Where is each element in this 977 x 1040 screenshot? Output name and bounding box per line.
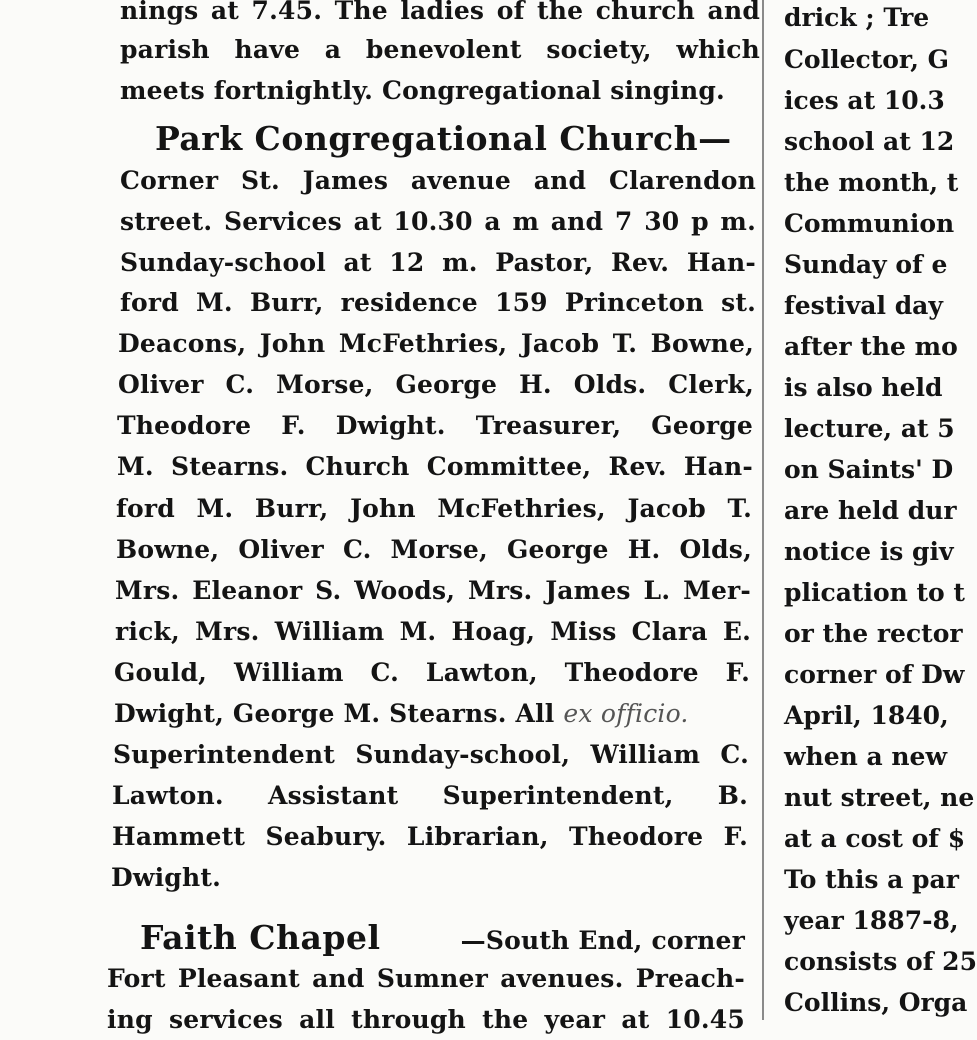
- park-line: Gould, William C. Lawton, Theodore F.: [114, 658, 750, 687]
- right-line: are held dur: [784, 496, 957, 525]
- right-line: at a cost of $: [784, 824, 966, 853]
- right-line: Collins, Orga: [784, 988, 968, 1017]
- right-line: school at 12: [784, 127, 955, 156]
- right-line: April, 1840,: [784, 701, 949, 730]
- park-line: Theodore F. Dwight. Treasurer, George: [117, 411, 753, 440]
- park-line: Lawton. Assistant Superintendent, B.: [112, 781, 748, 810]
- park-line: Oliver C. Morse, George H. Olds. Clerk,: [118, 370, 754, 399]
- park-line: Mrs. Eleanor S. Woods, Mrs. James L. Mer-: [115, 576, 751, 605]
- right-line: is also held: [784, 373, 943, 402]
- park-line-ex-officio: [114, 694, 750, 734]
- park-line: ford M. Burr, residence 159 Princeton st.: [120, 288, 756, 317]
- right-line: or the rector: [784, 619, 963, 648]
- column-rule: [762, 0, 764, 1020]
- park-line: street. Services at 10.30 a m and 7 30 p m.: [120, 207, 756, 236]
- right-line: Collector, G: [784, 45, 950, 74]
- faith-chapel-first-line: [140, 918, 745, 958]
- faith-chapel-text: —South End, corner: [460, 926, 745, 955]
- right-line: year 1887-8,: [784, 906, 959, 935]
- right-line: festival day: [784, 291, 943, 320]
- park-church-heading: Park Congregational Church—: [155, 119, 732, 158]
- right-line: on Saints' D: [784, 455, 954, 484]
- park-line: Superintendent Sunday-school, William C.: [113, 740, 749, 769]
- intro-line: parish have a benevolent society, which: [120, 35, 760, 64]
- right-line: when a new: [784, 742, 947, 771]
- intro-line: nings at 7.45. The ladies of the church and: [120, 0, 760, 25]
- park-line: Hammett Seabury. Librarian, Theodore F.: [112, 822, 748, 851]
- right-line: ices at 10.3: [784, 86, 945, 115]
- right-line: lecture, at 5: [784, 414, 955, 443]
- park-line: Corner St. James avenue and Clarendon: [120, 166, 756, 195]
- right-line: notice is giv: [784, 537, 954, 566]
- right-column: [766, 0, 977, 1020]
- right-line: drick ; Tre: [784, 3, 930, 32]
- intro-line: meets fortnightly. Congregational singing.: [120, 76, 725, 105]
- park-line: ford M. Burr, John McFethries, Jacob T.: [116, 494, 752, 523]
- right-line: corner of Dw: [784, 660, 965, 689]
- faith-chapel-heading: Faith Chapel: [140, 918, 381, 957]
- park-line: Dwight.: [111, 863, 222, 892]
- right-line: plication to t: [784, 578, 965, 607]
- right-line: after the mo: [784, 332, 958, 361]
- right-line: Communion: [784, 209, 955, 238]
- faith-line: ing services all through the year at 10.45: [107, 1005, 745, 1034]
- park-line: Sunday-school at 12 m. Pastor, Rev. Han-: [120, 248, 756, 277]
- right-line: To this a par: [784, 865, 959, 894]
- faith-line: Fort Pleasant and Sumner avenues. Preach-: [107, 964, 745, 993]
- right-line: nut street, ne: [784, 783, 975, 812]
- right-line: the month, t: [784, 168, 959, 197]
- right-line: consists of 25: [784, 947, 977, 976]
- right-line: Sunday of e: [784, 250, 948, 279]
- park-line: M. Stearns. Church Committee, Rev. Han-: [117, 452, 753, 481]
- park-line-text: Dwight, George M. Stearns. All: [114, 699, 564, 728]
- park-line: rick, Mrs. William M. Hoag, Miss Clara E.: [115, 617, 751, 646]
- park-line: Deacons, John McFethries, Jacob T. Bowne,: [118, 329, 754, 358]
- park-line: Bowne, Oliver C. Morse, George H. Olds,: [116, 535, 752, 564]
- ex-officio-text: ex officio.: [563, 699, 689, 728]
